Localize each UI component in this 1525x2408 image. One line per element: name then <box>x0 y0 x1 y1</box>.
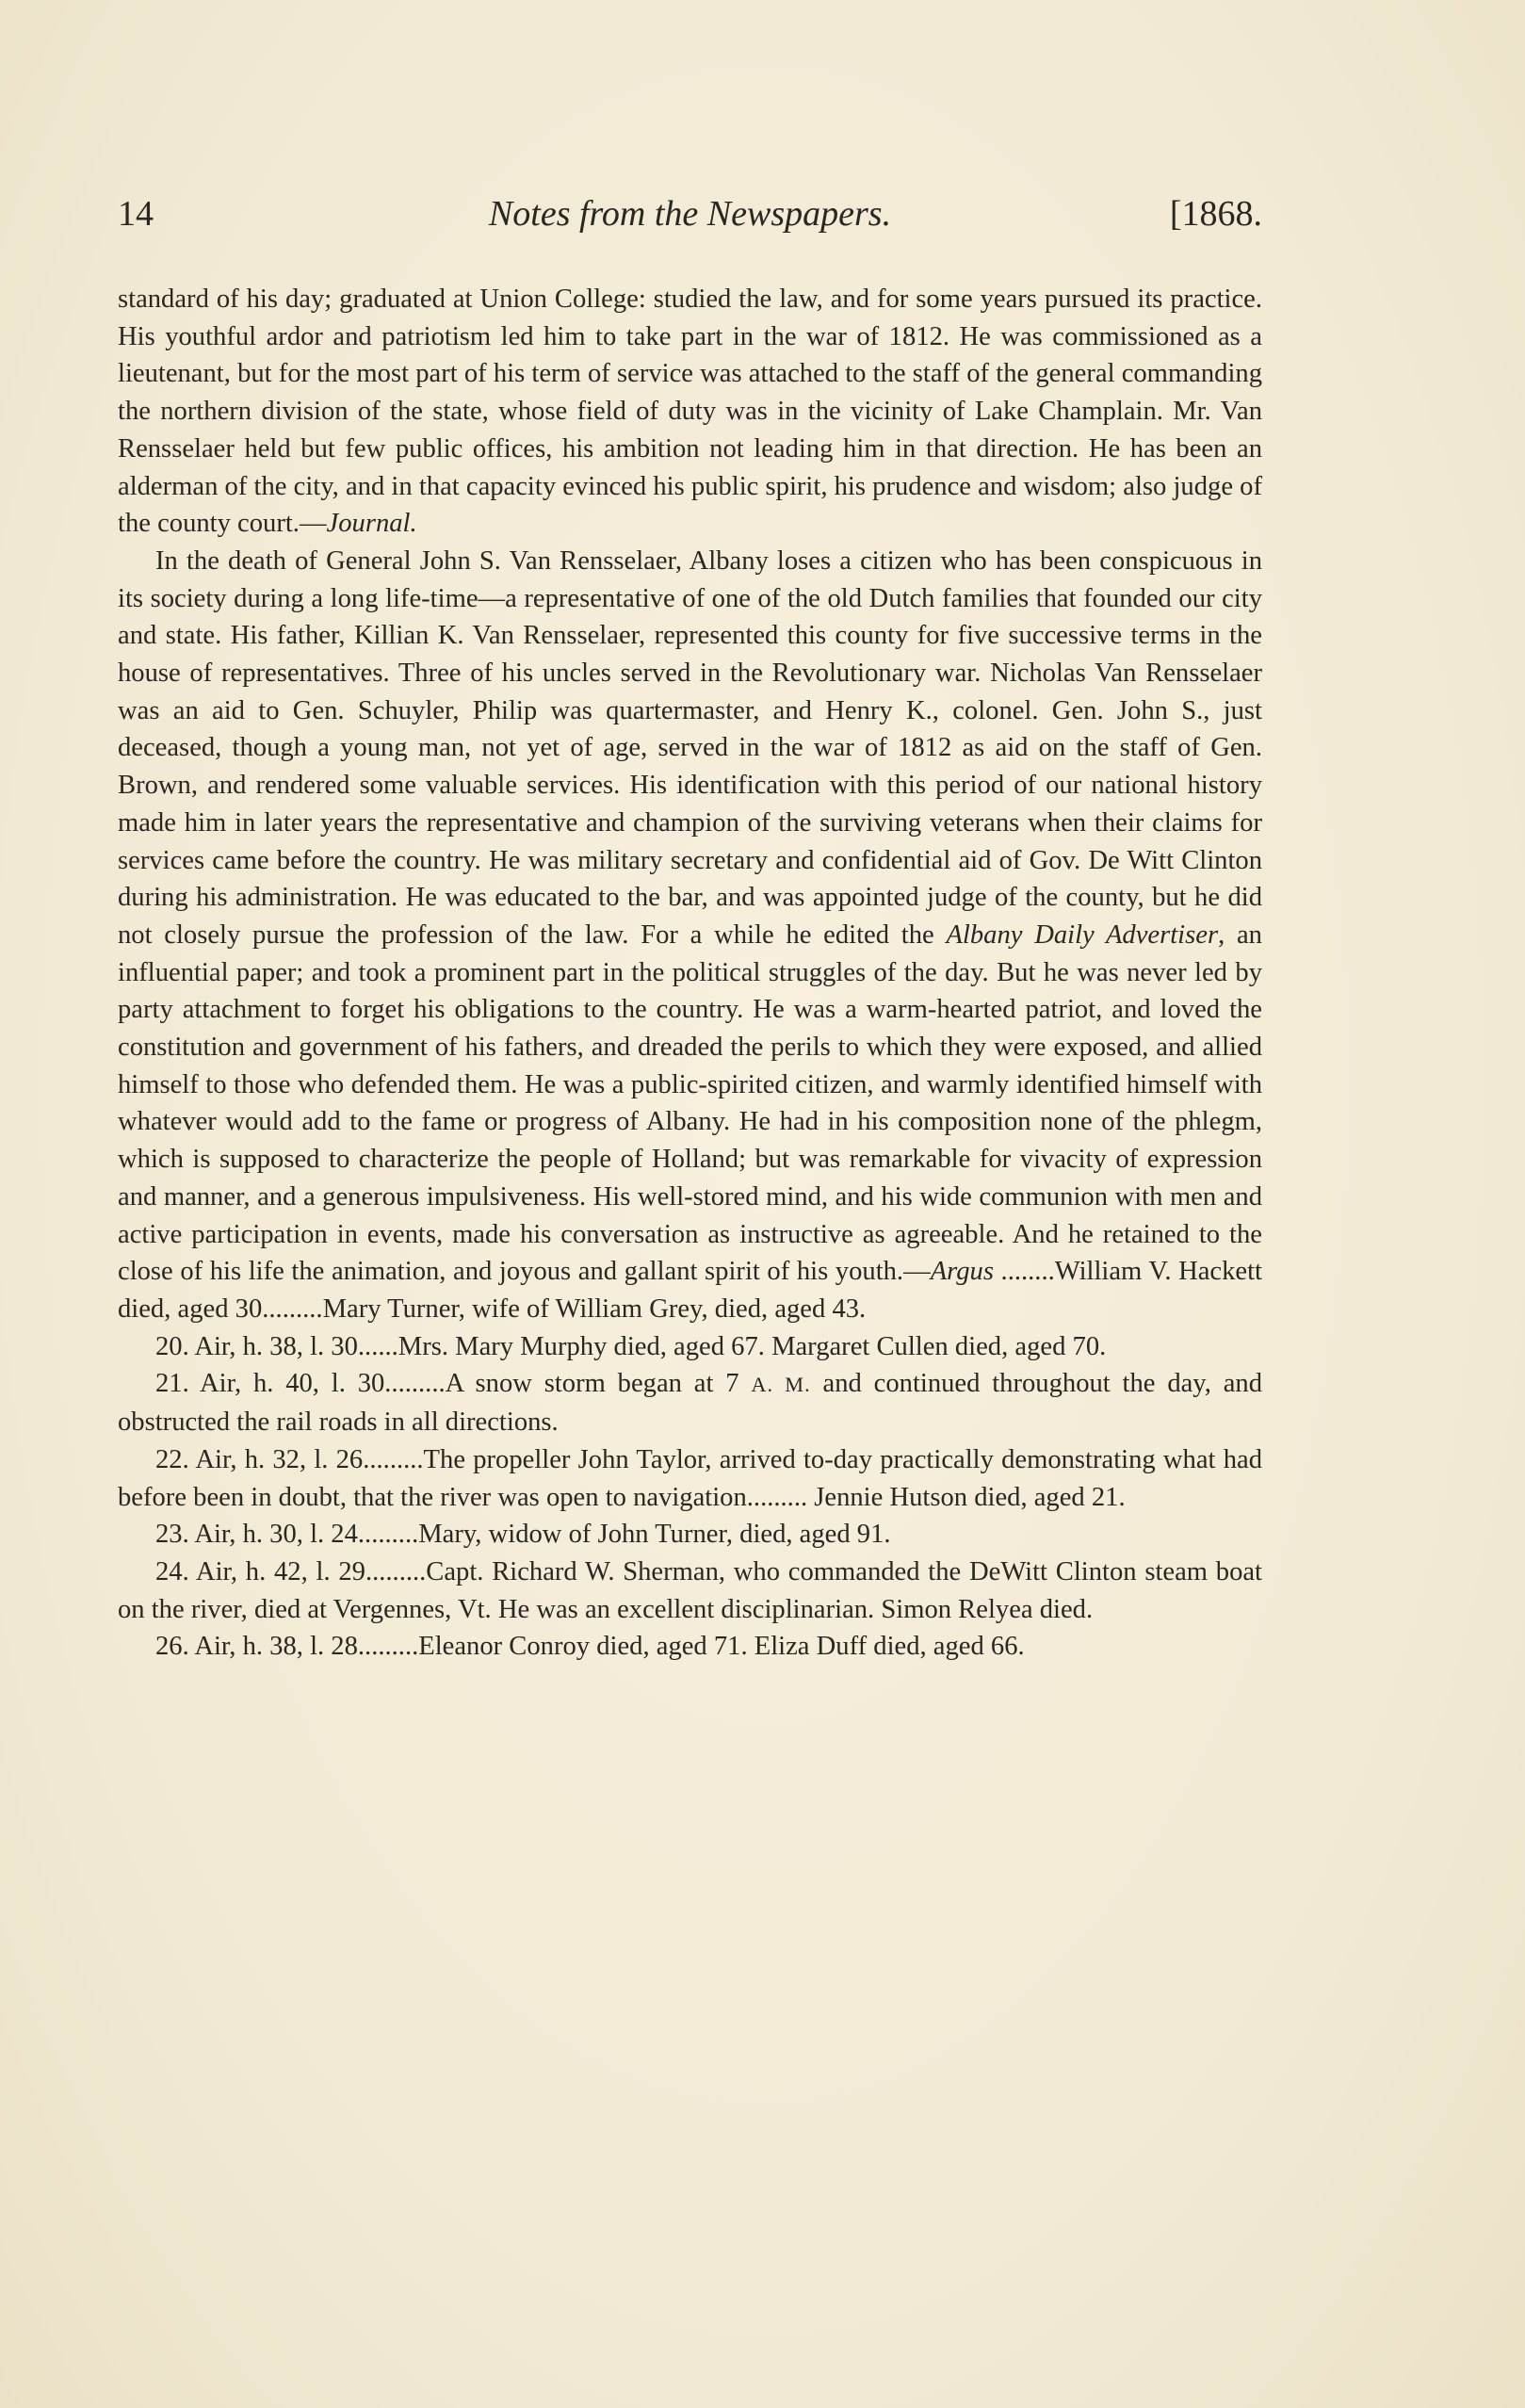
entry-21-text-a: 21. Air, h. 40, l. 30.........A snow storm began at 7 <box>155 1369 752 1399</box>
running-head <box>118 193 1262 250</box>
entry-22: 22. Air, h. 32, l. 26.........The propeller John Taylor, arrived to-day practically demonstrating what had before been in doubt, that the river was open to navigation......... Jennie Hutson died, aged 21. <box>118 1444 1262 1512</box>
argus-text-b: , an influential paper; and took a prominent part in the political struggles of the day. But he was never led by party attachment to forget his obligations to the country. He was a warm-hearted patriot, and loved the constitution and government of his fathers, and dreaded the perils to which they were exposed, and allied himself to those who defended them. He was a public-spirited citizen, and warmly identified himself with whatever would add to the fame or progress of Albany. He had in his composition none of the phlegm, which is supposed to characterize the people of Holland; but was remarkable for vivacity of expression and manner, and a generous impulsiveness. His well-stored mind, and his wide communion with men and active participation in events, made his conversation as instructive as agreeable. And he retained to the close of his life the animation, and joyous and gallant spirit of his youth.— <box>118 919 1262 1287</box>
entry-20: 20. Air, h. 38, l. 30......Mrs. Mary Murphy died, aged 67. Margaret Cullen died, aged 70. <box>155 1331 1107 1361</box>
running-title: Notes from the Newspapers. <box>488 194 892 234</box>
journal-text: standard of his day; graduated at Union College: studied the law, and for some years pursued its practice. His youthful ardor and patriotism led him to take part in the war of 1812. He was commissioned as a lieutenant, but for the most part of his term of service was attached to the staff of the general commanding the northern division of the state, whose field of duty was in the vicinity of Lake Champlain. Mr. Van Rensselaer held but few public offices, his ambition not leading him in that direction. He has been an alderman of the city, and in that capacity evinced his public spirit, his prudence and wisdom; also judge of the county court.— <box>118 285 1262 539</box>
entry-23: 23. Air, h. 30, l. 24.........Mary, widow of John Turner, died, aged 91. <box>155 1520 891 1550</box>
entry-21-text-b: and continued throughout the day, and obstructed the rail roads in all directions. <box>118 1369 1263 1438</box>
argus-text-c: ........William V. Hackett died, aged 30.........Mary Turner, wife of William Grey, died, aged 43. <box>118 1257 1262 1324</box>
paragraph-argus <box>118 543 1262 1328</box>
page-number: 14 <box>118 194 154 234</box>
paper-title: Albany Daily Advertiser <box>946 919 1219 950</box>
page-body <box>118 281 1262 1666</box>
argus-source: Argus <box>930 1257 994 1287</box>
running-year: [1868. <box>1169 194 1262 234</box>
journal-source: Journal. <box>326 509 417 539</box>
entry-21-time: A. M. <box>751 1373 811 1397</box>
paragraph-journal <box>118 281 1262 543</box>
argus-text-a: In the death of General John S. Van Rensselaer, Albany loses a citizen who has been conspicuous in its society during a long life-time—a representative of one of the old Dutch families that founded our city and state. His father, Killian K. Van Rensselaer, represented this county for five successive terms in the house of representatives. Three of his uncles served in the Revolutionary war. Nicholas Van Rensselaer was an aid to Gen. Schuyler, Philip was quartermaster, and Henry K., colonel. Gen. John S., just deceased, though a young man, not yet of age, served in the war of 1812 as aid on the staff of Gen. Brown, and rendered some valuable services. His identification with this period of our national history made him in later years the representative and champion of the surviving veterans when their claims for services came before the country. He was military secretary and confidential aid of Gov. De Witt Clinton during his administration. He was educated to the bar, and was appointed judge of the county, but he did not closely pursue the profession of the law. For a while he edited the <box>118 545 1262 950</box>
entry-24: 24. Air, h. 42, l. 29.........Capt. Richard W. Sherman, who commanded the DeWitt Clinton steam boat on the river, died at Vergennes, Vt. He was an excellent disciplinarian. Simon Relyea died. <box>118 1556 1262 1624</box>
entry-21 <box>118 1365 1262 1440</box>
entry-26: 26. Air, h. 38, l. 28.........Eleanor Conroy died, aged 71. Eliza Duff died, aged 66. <box>155 1632 1025 1662</box>
